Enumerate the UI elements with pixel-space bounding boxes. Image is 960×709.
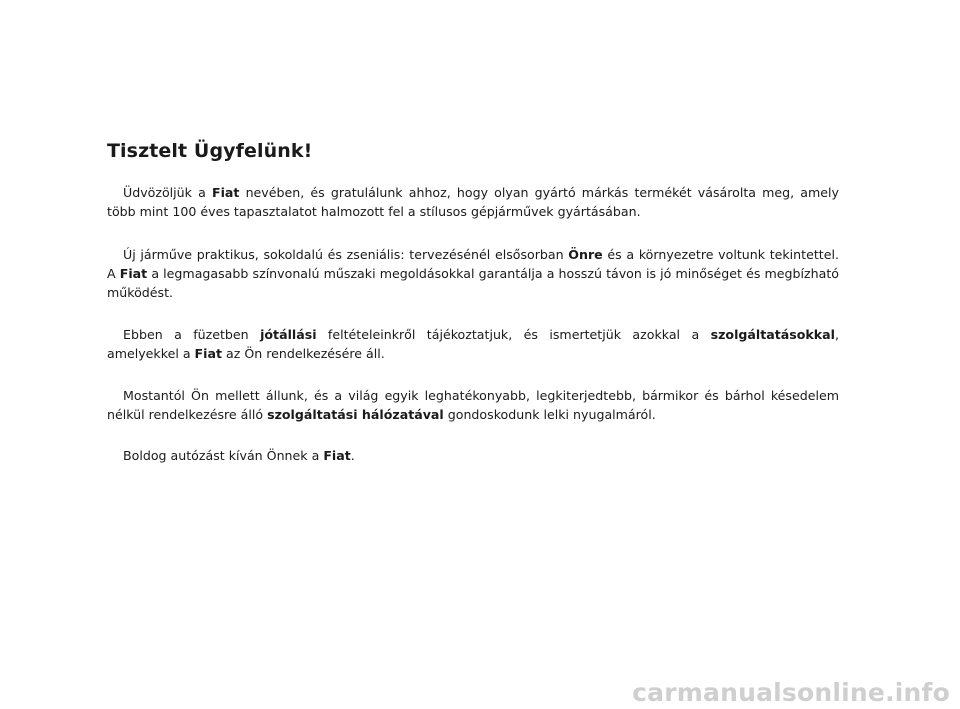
watermark: carmanualsonline.info <box>632 678 950 707</box>
paragraph-text: Ebben a füzetben <box>123 327 261 342</box>
paragraph-service-network <box>107 386 839 424</box>
paragraph-text: a legmagasabb színvonalú műszaki megoldásokkal garantálja a hosszú távon is jó minőséget és megbízható működést. <box>107 266 839 300</box>
brand-name: Fiat <box>194 346 222 361</box>
paragraph-text: nevében, és gratulálunk ahhoz, hogy olyan gyártó márkás termékét vásárolta meg, amely több mint 100 éves tapasztalatot halmozott fel a stílusos gépjárművek gyártásában. <box>107 185 839 219</box>
paragraph-text: . <box>350 448 355 463</box>
emphasis-text: szolgáltatási hálózatával <box>267 407 444 422</box>
emphasis-text: jótállási <box>260 327 317 342</box>
emphasis-text: Önre <box>568 247 603 262</box>
paragraph-closing <box>107 446 839 465</box>
brand-name: Fiat <box>323 448 351 463</box>
paragraph-text: , amelyekkel a <box>107 327 840 361</box>
brand-name: Fiat <box>119 266 148 281</box>
paragraph-text: Üdvözöljük a <box>123 185 212 200</box>
paragraph-text: feltételeinkről tájékoztatjuk, és ismertetjük azokkal a <box>316 327 711 342</box>
paragraph-welcome <box>107 183 839 221</box>
paragraph-vehicle <box>107 245 839 302</box>
paragraph-text: gondoskodunk lelki nyugalmáról. <box>443 407 656 422</box>
brand-name: Fiat <box>211 185 240 200</box>
paragraph-text: az Ön rendelkezésére áll. <box>222 346 385 361</box>
emphasis-text: szolgáltatásokkal <box>710 327 835 342</box>
paragraph-warranty <box>107 325 839 363</box>
paragraph-text: Mostantól Ön mellett állunk, és a világ egyik leghatékonyabb, legkiterjedtebb, bármikor és bárhol késedelem nélkül rendelkezésre álló <box>107 388 839 422</box>
page-title: Tisztelt Ügyfelünk! <box>107 140 313 162</box>
paragraph-text: és a környezetre voltunk tekintettel. A <box>107 247 839 281</box>
paragraph-text: Új járműve praktikus, sokoldalú és zseniális: tervezésénél elsősorban <box>123 247 569 262</box>
paragraph-text: Boldog autózást kíván Önnek a <box>123 448 324 463</box>
